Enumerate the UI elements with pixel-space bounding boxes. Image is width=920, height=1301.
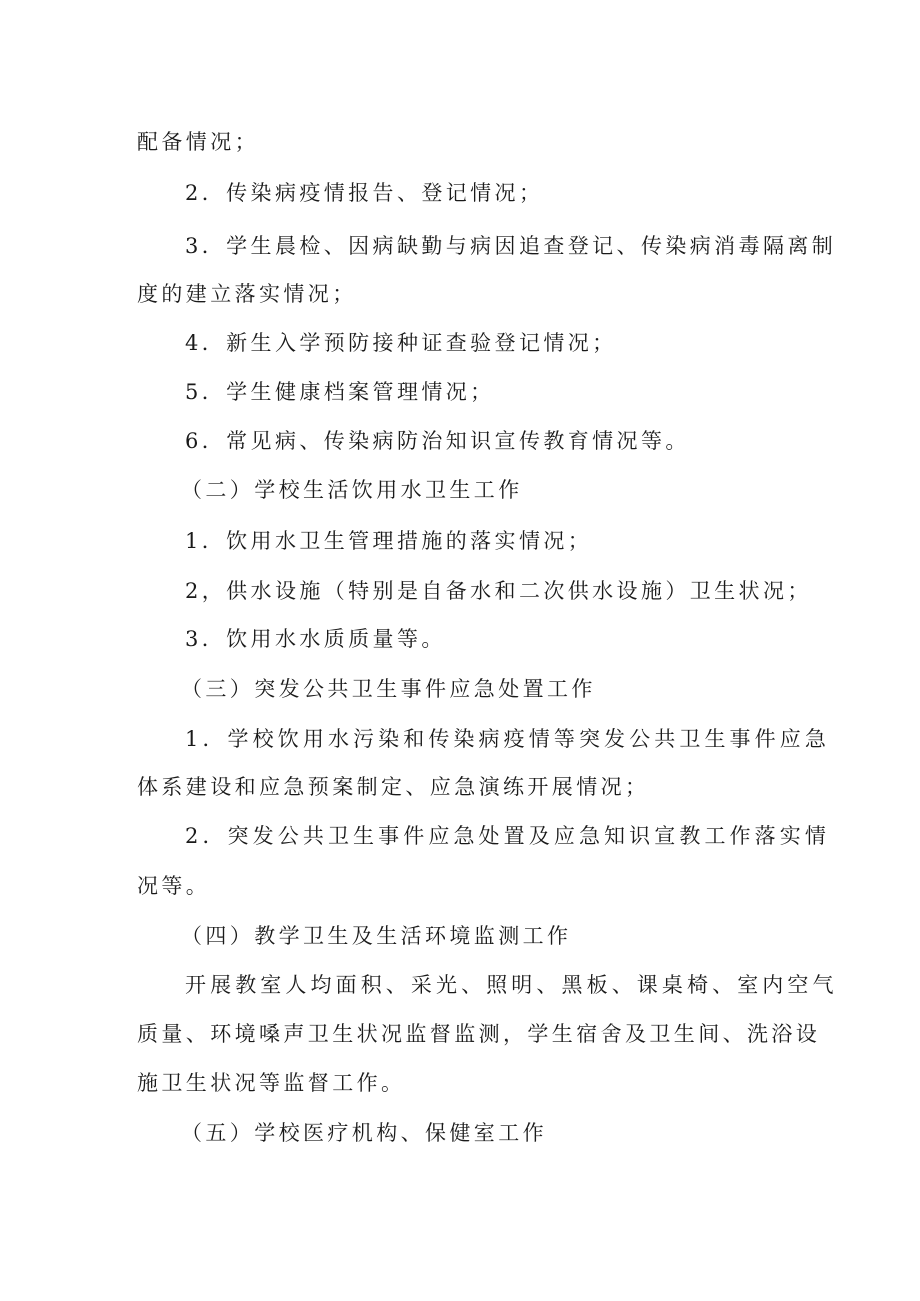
list-item-1: 1．饮用水卫生管理措施的落实情况； xyxy=(185,529,593,553)
list-item-2: 2．突发公共卫生事件应急处置及应急知识宣教工作落实情 xyxy=(185,824,830,848)
list-item-2-continuation: 况等。 xyxy=(137,874,211,898)
section-heading-2: （二）学校生活饮用水卫生工作 xyxy=(181,478,523,502)
list-item-1: 1．学校饮用水污染和传染病疫情等突发公共卫生事件应急 xyxy=(185,727,830,751)
paragraph-line: 开展教室人均面积、采光、照明、黑板、课桌椅、室内空气 xyxy=(185,973,838,997)
list-item-2: 2．传染病疫情报告、登记情况； xyxy=(185,181,544,205)
list-item-1-continuation: 体系建设和应急预案制定、应急演练开展情况； xyxy=(137,775,650,799)
text-line-continuation: 配备情况； xyxy=(137,130,259,154)
section-heading-4: （四）教学卫生及生活环境监测工作 xyxy=(181,924,572,948)
section-heading-3: （三）突发公共卫生事件应急处置工作 xyxy=(181,677,596,701)
list-item-3: 3．饮用水水质质量等。 xyxy=(185,627,446,651)
list-item-5: 5．学生健康档案管理情况； xyxy=(185,380,495,404)
list-item-6: 6．常见病、传染病防治知识宣传教育情况等。 xyxy=(185,429,690,453)
list-item-2: 2，供水设施（特别是自备水和二次供水设施）卫生状况； xyxy=(185,579,812,603)
section-heading-5: （五）学校医疗机构、保健室工作 xyxy=(181,1121,547,1145)
paragraph-line: 质量、环境嗓声卫生状况监督监测，学生宿舍及卫生间、洗浴设 xyxy=(137,1022,821,1046)
list-item-3: 3．学生晨检、因病缺勤与病因追查登记、传染病消毒隔离制 xyxy=(185,234,837,258)
paragraph-line: 施卫生状况等监督工作。 xyxy=(137,1071,406,1095)
list-item-3-continuation: 度的建立落实情况； xyxy=(137,282,357,306)
list-item-4: 4．新生入学预防接种证查验登记情况； xyxy=(185,331,617,355)
